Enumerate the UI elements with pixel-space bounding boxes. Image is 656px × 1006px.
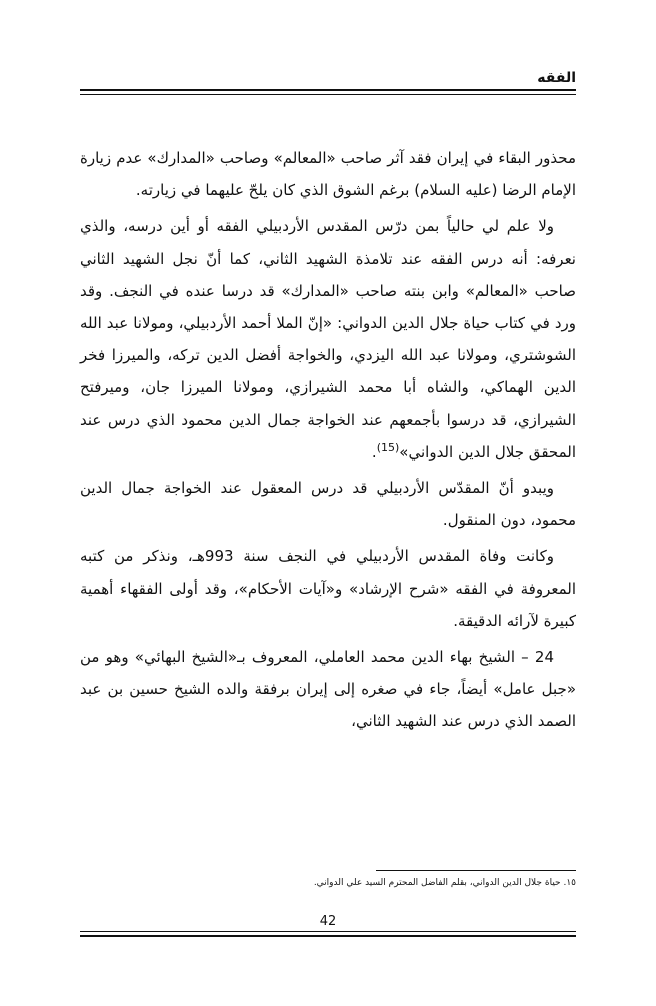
- page-number: 42: [319, 914, 337, 929]
- paragraph-2-end: .: [371, 442, 377, 461]
- footnote-reference: (15): [376, 440, 400, 454]
- paragraph-2: [80, 210, 576, 468]
- header-rule-thick: [80, 89, 576, 91]
- footer-rule-thick: [80, 935, 576, 937]
- header-rule-thin: [80, 94, 576, 95]
- footnote: ١٥. حياة جلال الدين الدواني، بقلم الفاضل المحترم السيد علي الدواني.: [313, 878, 576, 888]
- paragraph-1: محذور البقاء في إيران فقد آثر صاحب «المعالم» وصاحب «المدارك» عدم زيارة الإمام الرضا (عليه السلام) برغم الشوق الذي كان يلحّ عليهما في زيارته.: [80, 149, 576, 200]
- paragraph-4: وكانت وفاة المقدس الأردبيلي في النجف سنة 993هـ، ونذكر من كتبه المعروفة في الفقه «شرح الإرشاد» و«آيات الأحكام»، وقد أولى الفقهاء أهمية كبيرة لآرائه الدقيقة.: [80, 547, 576, 630]
- footer-rule-thin: [80, 931, 576, 932]
- footnote-rule: [376, 870, 576, 871]
- running-header: الفقه: [537, 70, 576, 86]
- paragraph-3: ويبدو أنّ المقدّس الأردبيلي قد درس المعقول عند الخواجة جمال الدين محمود، دون المنقول.: [80, 479, 576, 530]
- body-text: [80, 142, 576, 738]
- paragraph-2-text: ولا علم لي حالياً بمن درّس المقدس الأردبيلي الفقه أو أين درسه، والذي نعرفه: أنه درس الفقه عند تلامذة الشهيد الثاني، كما أنّ نجل الشهيد الثاني صاحب «المعالم» وابن بنته صاحب «المدارك» قد درسا عنده في النجف. وقد ورد في كتاب حياة جلال الدين الدواني: «إنّ الملا أحمد الأردبيلي، ومولانا عبد الله الشوشتري، ومولانا عبد الله اليزدي، والخواجة أفضل الدين تركه، والميرزا فخر الدين الهماكي، والشاه أبا محمد الشيرازي، ومولانا الميرزا جان، وميرفتح الشيرازي، قد درسوا بأجمعهم عند الخواجة جمال الدين محمود الذي درس عند المحقق جلال الدين الدواني»: [80, 217, 576, 461]
- paragraph-5: 24 – الشيخ بهاء الدين محمد العاملي، المعروف بـ«الشيخ البهائي» وهو من «جبل عامل» أيضاً، جاء في صغره إلى إيران برفقة والده الشيخ حسين بن عبد الصمد الذي درس عند الشهيد الثاني،: [80, 648, 576, 731]
